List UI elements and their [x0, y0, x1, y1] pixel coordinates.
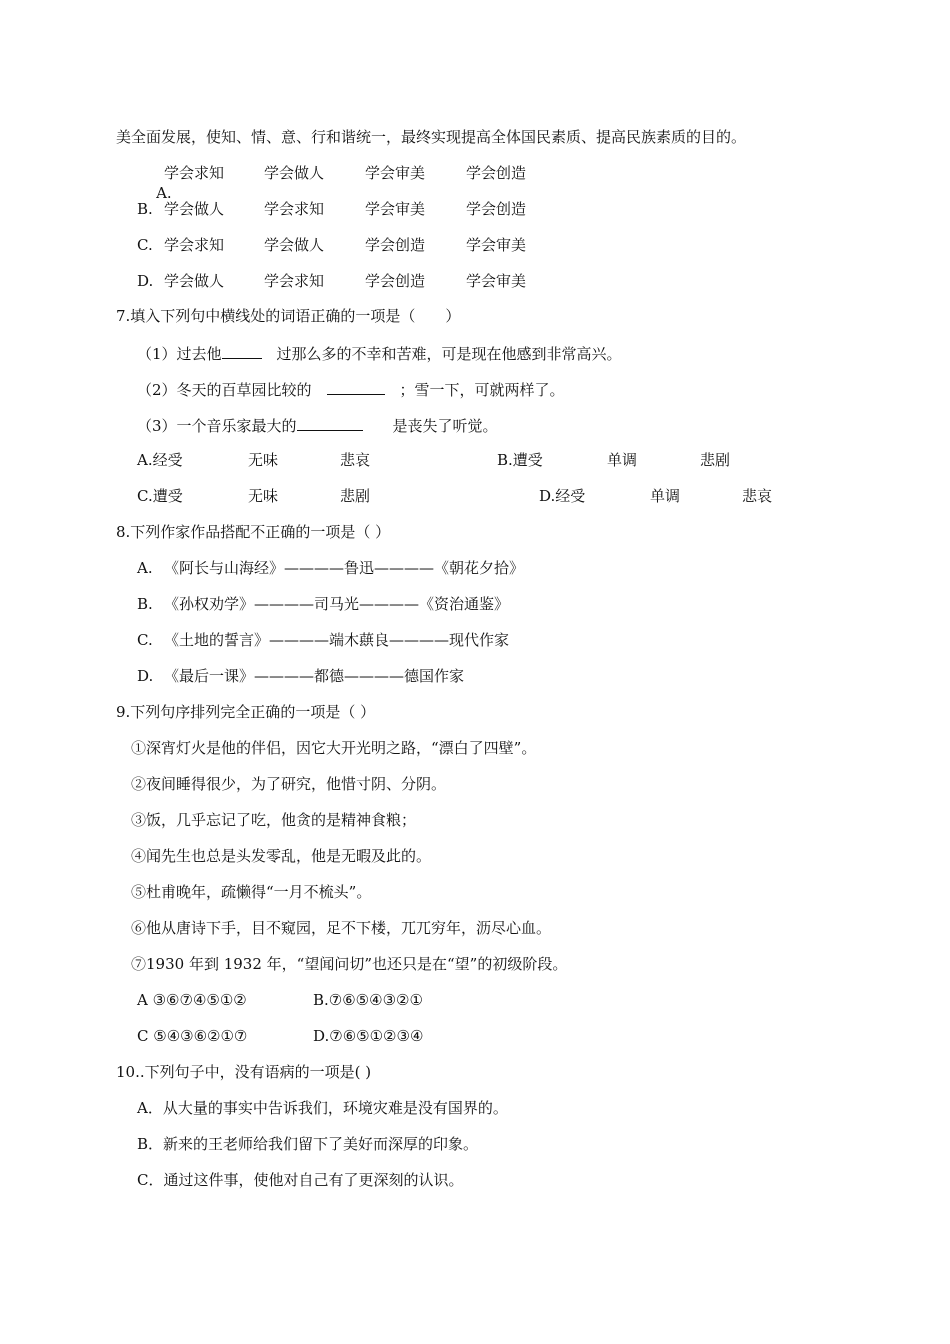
- q6-c-item: 学会审美: [466, 236, 527, 254]
- q7-sentence-3: （3）一个音乐家最大的 是丧失了听觉。: [137, 414, 498, 436]
- q6-c-item: 学会求知: [164, 236, 225, 254]
- q10-option-c: C．通过这件事，使他对自己有了更深刻的认识。: [137, 1171, 464, 1189]
- q7-d-word: 单调: [650, 487, 681, 505]
- q8-option-b: 《孙权劝学》————司马光————《资治通鉴》: [164, 595, 510, 613]
- q6-a-item: 学会做人: [264, 164, 325, 182]
- q8-option-d-letter: D.: [137, 667, 154, 685]
- q6-b-item: 学会创造: [466, 200, 527, 218]
- q7-b-word: 悲剧: [700, 451, 731, 469]
- q9-sentence: ②夜间睡得很少，为了研究，他惜寸阴、分阴。: [131, 775, 447, 793]
- q7-option-a: A.经受: [137, 451, 183, 469]
- q9-option-d: D.⑦⑥⑤①②③④: [313, 1027, 424, 1045]
- q7-option-b: B.遭受: [497, 451, 543, 469]
- fill-blank[interactable]: [297, 414, 363, 431]
- q10-option-b: B．新来的王老师给我们留下了美好而深厚的印象。: [137, 1135, 479, 1153]
- q6-a-item: 学会创造: [466, 164, 527, 182]
- q7-option-c: C.遭受: [137, 487, 183, 505]
- q7-option-d: D.经受: [539, 487, 586, 505]
- q6-d-item: 学会做人: [164, 272, 225, 290]
- q7-c-word: 悲剧: [340, 487, 371, 505]
- q6-option-c: C.: [137, 236, 153, 254]
- fill-blank[interactable]: [222, 342, 262, 359]
- q7-stem: 7.填入下列句中横线处的词语正确的一项是（ ）: [116, 307, 461, 325]
- q10-stem: 10..下列句子中，没有语病的一项是( ): [116, 1063, 372, 1081]
- q9-sentence: ⑦1930 年到 1932 年，“望闻问切”也还只是在“望”的初级阶段。: [131, 955, 568, 973]
- q6-c-item: 学会创造: [365, 236, 426, 254]
- q7-sentence-1: （1）过去他 过那么多的不幸和苦难，可是现在他感到非常高兴。: [137, 342, 622, 364]
- q7-c-word: 无味: [248, 487, 279, 505]
- q10-option-a: A．从大量的事实中告诉我们，环境灾难是没有国界的。: [137, 1099, 508, 1117]
- q7-d-word: 悲哀: [742, 487, 773, 505]
- q9-sentence: ①深宵灯火是他的伴侣，因它大开光明之路，“漂白了四壁”。: [131, 739, 537, 757]
- q6-c-item: 学会做人: [264, 236, 325, 254]
- q8-option-d: 《最后一课》————都德————德国作家: [164, 667, 465, 685]
- intro-line: 美全面发展，使知、情、意、行和谐统一，最终实现提高全体国民素质、提高民族素质的目的。: [116, 128, 747, 146]
- q7-b-word: 单调: [607, 451, 638, 469]
- q6-b-item: 学会做人: [164, 200, 225, 218]
- q7-a-word: 无味: [248, 451, 279, 469]
- q9-sentence: ④闻先生也总是头发零乱，他是无暇及此的。: [131, 847, 432, 865]
- q8-option-a: 《阿长与山海经》————鲁迅————《朝花夕拾》: [164, 559, 525, 577]
- q6-option-d: D.: [137, 272, 154, 290]
- q6-a-item: 学会审美: [365, 164, 426, 182]
- q8-option-a-letter: A.: [137, 559, 153, 577]
- q9-option-a: A ③⑥⑦④⑤①②: [137, 991, 247, 1009]
- q9-sentence: ⑤杜甫晚年，疏懒得“一月不梳头”。: [131, 883, 372, 901]
- q8-option-c-letter: C.: [137, 631, 153, 649]
- q9-sentence: ⑥他从唐诗下手，目不窥园，足不下楼，兀兀穷年，沥尽心血。: [131, 919, 552, 937]
- q9-stem: 9.下列句序排列完全正确的一项是（ ）: [116, 703, 376, 721]
- q8-option-b-letter: B.: [137, 595, 153, 613]
- q9-option-b: B.⑦⑥⑤④③②①: [313, 991, 423, 1009]
- q6-b-item: 学会求知: [264, 200, 325, 218]
- q6-option-b: B.: [137, 200, 153, 218]
- q8-stem: 8.下列作家作品搭配不正确的一项是（ ）: [116, 523, 391, 541]
- q9-option-c: C ⑤④③⑥②①⑦: [137, 1027, 248, 1045]
- fill-blank[interactable]: [327, 378, 385, 395]
- q6-d-item: 学会创造: [365, 272, 426, 290]
- q8-option-c: 《土地的誓言》————端木蕻良————现代作家: [164, 631, 510, 649]
- q6-d-item: 学会审美: [466, 272, 527, 290]
- q6-option-a: A.: [156, 184, 172, 202]
- q9-sentence: ③饭，几乎忘记了吃，他贪的是精神食粮；: [131, 811, 417, 829]
- q6-b-item: 学会审美: [365, 200, 426, 218]
- q6-a-item: 学会求知: [164, 164, 225, 182]
- q6-d-item: 学会求知: [264, 272, 325, 290]
- q7-sentence-2: （2）冬天的百草园比较的 ；雪一下，可就两样了。: [137, 378, 565, 400]
- q7-a-word: 悲哀: [340, 451, 371, 469]
